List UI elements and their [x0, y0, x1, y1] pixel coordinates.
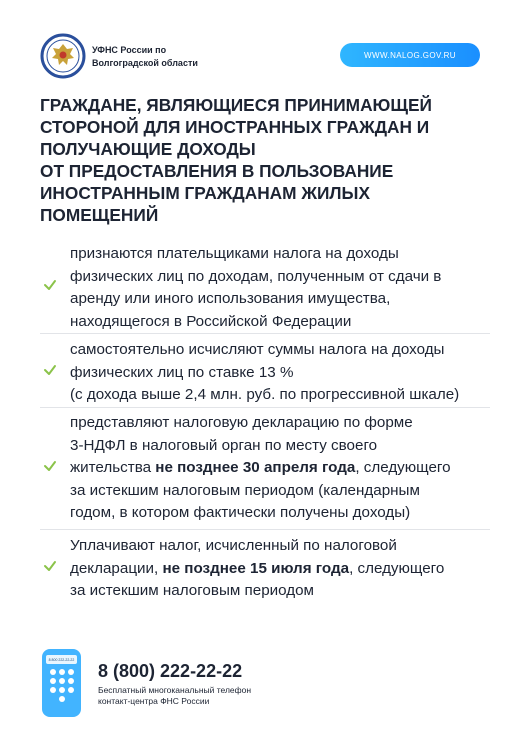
key-dot: [68, 687, 74, 693]
list-item-text: [70, 339, 500, 407]
key-dot: [50, 669, 56, 675]
hotline-description: [98, 685, 251, 707]
item-line: за истекшим налоговым периодом (календарным: [70, 481, 420, 499]
org-name-line1: УФНС России по: [92, 45, 167, 55]
list-item: [40, 243, 490, 333]
check-icon: [43, 559, 57, 573]
item-line: Уплачивают налог, исчисленный по налоговой: [70, 537, 397, 554]
check-icon: [43, 278, 57, 292]
org-name-line2: Волгоградской области: [92, 58, 198, 68]
item-text: , следующего: [355, 459, 451, 476]
phone-screen: 8 800 222-22-22: [46, 655, 77, 664]
item-line: аренду или иного использования имущества,: [70, 290, 391, 307]
list-item-text: [70, 535, 500, 603]
key-dot: [68, 669, 74, 675]
fns-emblem-icon: [40, 33, 86, 79]
item-line: (с дохода выше 2,4 млн. руб. по прогрессивной шкале): [70, 386, 460, 403]
title-line: ПОЛУЧАЮЩИЕ ДОХОДЫ: [40, 139, 256, 159]
deadline-text: не позднее 30 апреля года: [155, 459, 356, 476]
item-line: самостоятельно исчисляют суммы налога на доходы: [70, 341, 445, 358]
list-item: [40, 339, 490, 409]
item-line: годом, в котором фактически получены доходы): [70, 504, 411, 521]
item-line: [70, 558, 500, 581]
key-dot: [59, 696, 65, 702]
key-dot: [59, 678, 65, 684]
check-icon: [43, 459, 57, 473]
title-line: СТОРОНОЙ ДЛЯ ИНОСТРАННЫХ ГРАЖДАН И: [40, 117, 430, 137]
phone-keypad-icon: [42, 649, 81, 717]
item-line: физических лиц по доходам, полученным от сдачи в: [70, 267, 442, 285]
item-line: за истекшим налоговым периодом: [70, 582, 314, 599]
hotline-number[interactable]: 8 (800) 222-22-22: [98, 661, 243, 681]
item-line: представляют налоговую декларацию по форме: [70, 414, 413, 431]
list-item: [40, 412, 490, 527]
hotline-desc-line1: Бесплатный многоканальный телефон: [98, 685, 252, 695]
item-line: 3-НДФЛ в налоговый орган по месту своего: [70, 436, 378, 454]
divider: [40, 529, 490, 530]
header: [0, 0, 522, 90]
item-line: признаются плательщиками налога на доходы: [70, 245, 399, 262]
key-dot: [50, 678, 56, 684]
org-name: [92, 44, 198, 70]
item-line: [70, 457, 500, 480]
item-text: жительства: [70, 459, 156, 476]
title-line: ОТ ПРЕДОСТАВЛЕНИЯ В ПОЛЬЗОВАНИЕ: [40, 161, 394, 181]
key-dot: [59, 669, 65, 675]
deadline-text: не позднее 15 июля года: [162, 559, 350, 577]
item-line: физических лиц по ставке 13 %: [70, 363, 294, 381]
key-dot: [68, 678, 74, 684]
item-text: декларации,: [70, 559, 163, 577]
title-line: ИНОСТРАННЫМ ГРАЖДАНАМ ЖИЛЫХ: [40, 183, 370, 203]
website-link[interactable]: WWW.NALOG.GOV.RU: [340, 43, 480, 67]
list-item-text: [70, 243, 500, 333]
hotline-desc-line2: контакт-центра ФНС России: [98, 696, 210, 706]
key-dot: [50, 687, 56, 693]
list-item: [40, 535, 490, 605]
title-line: ПОМЕЩЕНИЙ: [40, 205, 159, 225]
check-icon: [43, 363, 57, 377]
title-line: ГРАЖДАНЕ, ЯВЛЯЮЩИЕСЯ ПРИНИМАЮЩЕЙ: [40, 95, 432, 115]
item-line: находящегося в Российской Федерации: [70, 312, 352, 330]
item-text: , следующего: [349, 559, 445, 577]
divider: [40, 407, 490, 408]
list-item-text: [70, 412, 500, 525]
key-dot: [59, 687, 65, 693]
page-title: [40, 94, 485, 226]
divider: [40, 333, 490, 334]
